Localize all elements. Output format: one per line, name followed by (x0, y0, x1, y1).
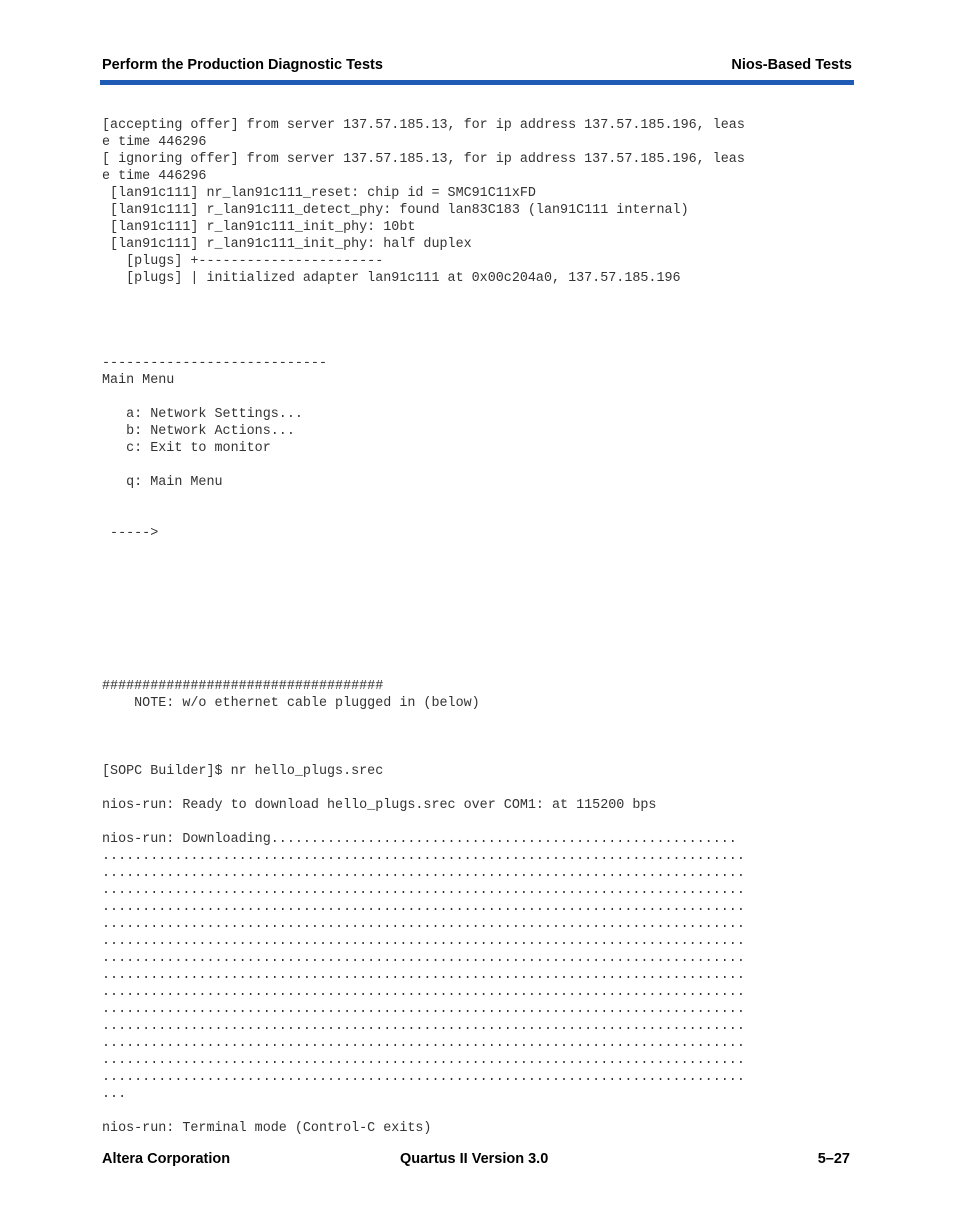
footer-version: Quartus II Version 3.0 (400, 1151, 549, 1167)
header-rule (100, 80, 854, 85)
console-output-listing: [accepting offer] from server 137.57.185.13, for ip address 137.57.185.196, leas e time 446296 [ ignoring offer] from server 137.57.185.13, for ip address 137.57.185.196, leas e time 446296 [lan91c111] nr_lan91c111_reset: chip id = SMC91C11xFD [lan91c111] r_lan91c111_detect_phy: found lan83C183 (lan91C111 internal) [lan91c111] r_lan91c111_init_phy: 10bt [lan91c111] r_lan91c111_init_phy: half duplex [plugs] +----------------------- [plugs] | initialized adapter lan91c111 at 0x00c204a0, 137.57.185.196 ---------------------------- Main Menu a: Network Settings... b: Network Actions... c: Exit to monitor q: Main Menu -----> ################################### NOTE: w/o ethernet cable plugged in (below) [SOPC Builder]$ nr hello_plugs.srec nios-run: Ready to download hello_plugs.srec over COM1: at 115200 bps nios-run: Downloading.......................................................... ................................................................................ ................................................................................ ................................................................................ ................................................................................ ................................................................................ ................................................................................ ................................................................................ ................................................................................ ................................................................................ ................................................................................ ................................................................................ ................................................................................ ................................................................................ ................................................................................ ... nios-run: Terminal mode (Control-C exits) (102, 118, 745, 1136)
footer-page-number: 5–27 (817, 1151, 850, 1167)
footer-company: Altera Corporation (102, 1151, 231, 1167)
running-header-section-title: Perform the Production Diagnostic Tests (102, 57, 383, 73)
running-header-chapter-title: Nios-Based Tests (731, 57, 852, 73)
